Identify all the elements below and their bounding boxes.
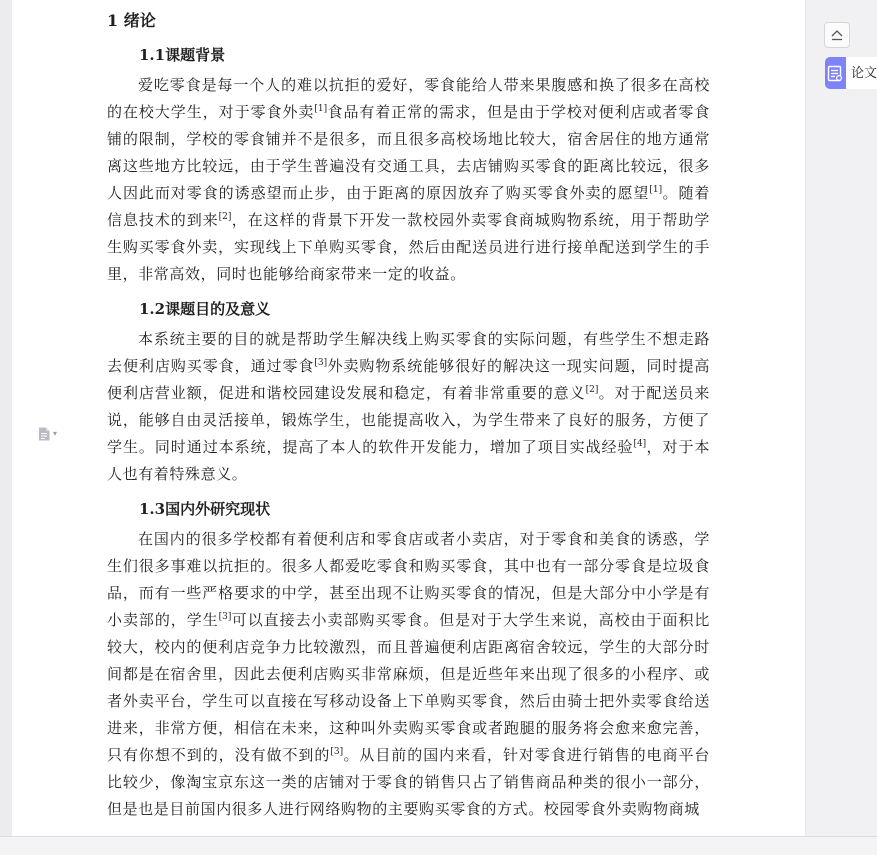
paragraph-text: 爱吃零食是每一个人的难以抗拒的爱好，零食能给人带来果腹感和换了很多在高校的在校大学生，对于零食外卖	[107, 76, 710, 121]
paragraph-text: 可以直接去小卖部购买零食。但是对于大学生来说，高校由于面积比较大，校内的便利店竞争力比较激烈，而且普遍便利店距离宿舍较远，学生的大部分时间都是在宿舍里，因此去便利店购买非常麻烦，但是近些年来出现了很多的小程序、或者外卖平台，学生可以直接在写移动设备上下单购买零食，然后由骑士把外卖零食给送进来，非常方便，相信在未来，这种叫外卖购买零食或者跑腿的服务将会愈来愈完善，只有你想不到的，没有做不到的	[107, 611, 710, 764]
section-heading: 1.1课题背景	[139, 46, 226, 64]
paragraph-text: 。从目前的国内来看，针对零食进行销售的电商平台比较少，像淘宝京东这一类的店铺对于零食的销售只占了销售商品种类的很小一部分，但是也是目前国内很多人进行网络购物的主要购买零食的方式。校园零食外卖购物商城	[107, 746, 710, 818]
paragraph-text: 本系统主要的目的就是帮助学生解决线上购买零食的实际问题，有些学生不想走路去便利店购买零食，通过零食	[107, 330, 710, 375]
citation-marker[interactable]: [4]	[633, 439, 647, 449]
citation-marker[interactable]: [1]	[649, 185, 663, 195]
paragraph-text: 。随着信息技术的到来	[107, 184, 710, 229]
right-sidebar	[806, 0, 877, 836]
section-heading: 1.3国内外研究现状	[139, 500, 271, 518]
paragraph-text: ，对于本人也有着特殊意义。	[107, 438, 710, 483]
citation-marker[interactable]: [1]	[314, 104, 328, 114]
paragraph-text: 食品有着正常的需求，但是由于学校对便利店或者零食铺的限制，学校的零食铺并不是很多，而且很多高校场地比较大，宿舍居住的地方通常离这些地方比较远，由于学生普遍没有交通工具，去店铺购买零食的距离比较远，很多人因此而对零食的诱惑望而止步，由于距离的原因放弃了购买零食外卖的愿望	[107, 103, 710, 202]
body-paragraph	[107, 326, 710, 488]
document-list-icon	[825, 57, 846, 89]
paragraph-text: 外卖购物系统能够很好的解决这一现实问题，同时提高便利店营业额，促进和谐校园建设发展和稳定，有着非常重要的意义	[107, 357, 710, 402]
paragraph-text: ，在这样的背景下开发一款校园外卖零食商城购物系统，用于帮助学生购买零食外卖，实现线上下单购买零食，然后由配送员进行进行接单配送到学生的手里，非常高效，同时也能够给商家带来一定的收益。	[107, 211, 710, 283]
citation-marker[interactable]: [2]	[585, 385, 599, 395]
document-page	[12, 0, 805, 836]
document-icon	[38, 426, 50, 440]
status-bar	[0, 836, 877, 855]
citation-marker[interactable]: [3]	[314, 358, 328, 368]
citation-marker[interactable]: [3]	[218, 612, 232, 622]
document-body	[107, 6, 710, 833]
body-paragraph	[107, 72, 710, 288]
citation-marker[interactable]: [2]	[218, 212, 232, 222]
paragraph-text: 在国内的很多学校都有着便利店和零食店或者小卖店，对于零食和美食的诱惑，学生们很多事难以抗拒的。很多人都爱吃零食和购买零食，其中也有一部分零食是垃圾食品，而有一些严格要求的中学，甚至出现不让购买零食的情况，但是大部分中小学是有小卖部的，学生	[107, 530, 710, 629]
section-heading: 1.2课题目的及意义	[139, 300, 271, 318]
chapter-title: 1 绪论	[107, 11, 156, 30]
paragraph-text: 。对于配送员来说，能够自由灵活接单，锻炼学生，也能提高收入，为学生带来了良好的服务，方便了学生。同时通过本系统，提高了本人的软件开发能力，增加了项目实战经验	[107, 384, 710, 456]
collapse-button[interactable]	[824, 22, 850, 48]
chevron-down-icon: ▾	[53, 428, 58, 438]
paper-tab-label: 论文	[846, 57, 877, 89]
paragraph-menu-button[interactable]	[38, 425, 68, 441]
body-paragraph	[107, 526, 710, 823]
left-gutter	[0, 0, 12, 855]
collapse-up-icon	[830, 26, 844, 45]
paper-panel-tab[interactable]	[825, 57, 877, 89]
citation-marker[interactable]: [3]	[330, 747, 344, 757]
